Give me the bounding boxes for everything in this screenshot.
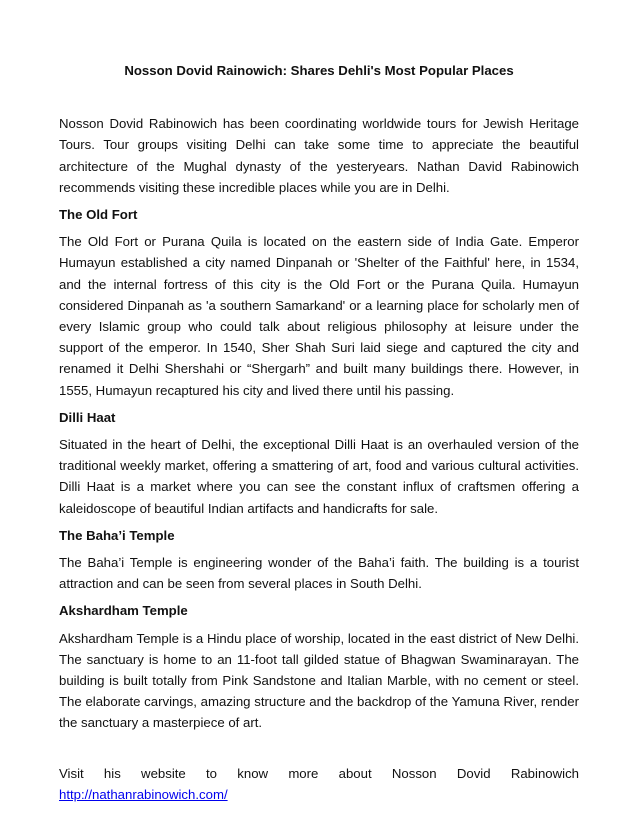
section-body-bahai-temple: The Baha’i Temple is engineering wonder of the Baha’i faith. The building is a tourist attraction and can be seen from several places in South Delhi. <box>59 555 579 592</box>
section-heading-old-fort: The Old Fort <box>59 207 138 223</box>
section-body-akshardham-temple: Akshardham Temple is a Hindu place of worship, located in the east district of New Delhi. The sanctuary is home to an 11-foot tall gilded statue of Bhagwan Swaminarayan. The building is built totally from Pink Sandstone and Italian Marble, with no cement or steel. The elaborate carvings, amazing structure and the backdrop of the Yamuna River, render the sanctuary a masterpiece of art. <box>59 630 579 731</box>
section-body-dilli-haat: Situated in the heart of Delhi, the exceptional Dilli Haat is an overhauled version of the traditional weekly market, offering a smattering of art, food and various cultural activities. Dilli Haat is a market where you can see the constant influx of craftsmen offering a kaleidoscope of beautiful Indian artifacts and handicrafts for sale. <box>59 437 579 516</box>
closing-text: Visit his website to know more about Nosson Dovid Rabinowich <box>59 765 579 781</box>
website-link[interactable]: http://nathanrabinowich.com/ <box>59 786 228 802</box>
section-body-old-fort: The Old Fort or Purana Quila is located on the eastern side of India Gate. Emperor Humayun established a city named Dinpanah or 'Shelter of the Faithful' here, in 1534, and the internal fortress of this city is the Old Fort or the Purana Quila. Humayun considered Dinpanah as 'a southern Samarkand' or a learning place for scholarly men of every Islamic group who could talk about religious philosophy at leisure under the support of the emperor. In 1540, Sher Shah Suri laid siege and captured the city and renamed it Delhi Shershahi or “Shergarh” and built many buildings there. However, in 1555, Humayun recaptured his city and lived there until his passing. <box>59 234 579 398</box>
section-heading-akshardham-temple: Akshardham Temple <box>59 603 188 619</box>
section-heading-dilli-haat: Dilli Haat <box>59 409 116 425</box>
document-title: Nosson Dovid Rainowich: Shares Dehli's Most Popular Places <box>124 63 514 78</box>
closing-paragraph <box>59 763 579 805</box>
section-heading-bahai-temple: The Baha’i Temple <box>59 527 175 543</box>
intro-paragraph: Nosson Dovid Rabinowich has been coordinating worldwide tours for Jewish Heritage Tours. Tour groups visiting Delhi can take some time to appreciate the beautiful architecture of the Mughal dynasty of the yesteryears. Nathan David Rabinowich recommends visiting these incredible places while you are in Delhi. <box>59 116 579 195</box>
